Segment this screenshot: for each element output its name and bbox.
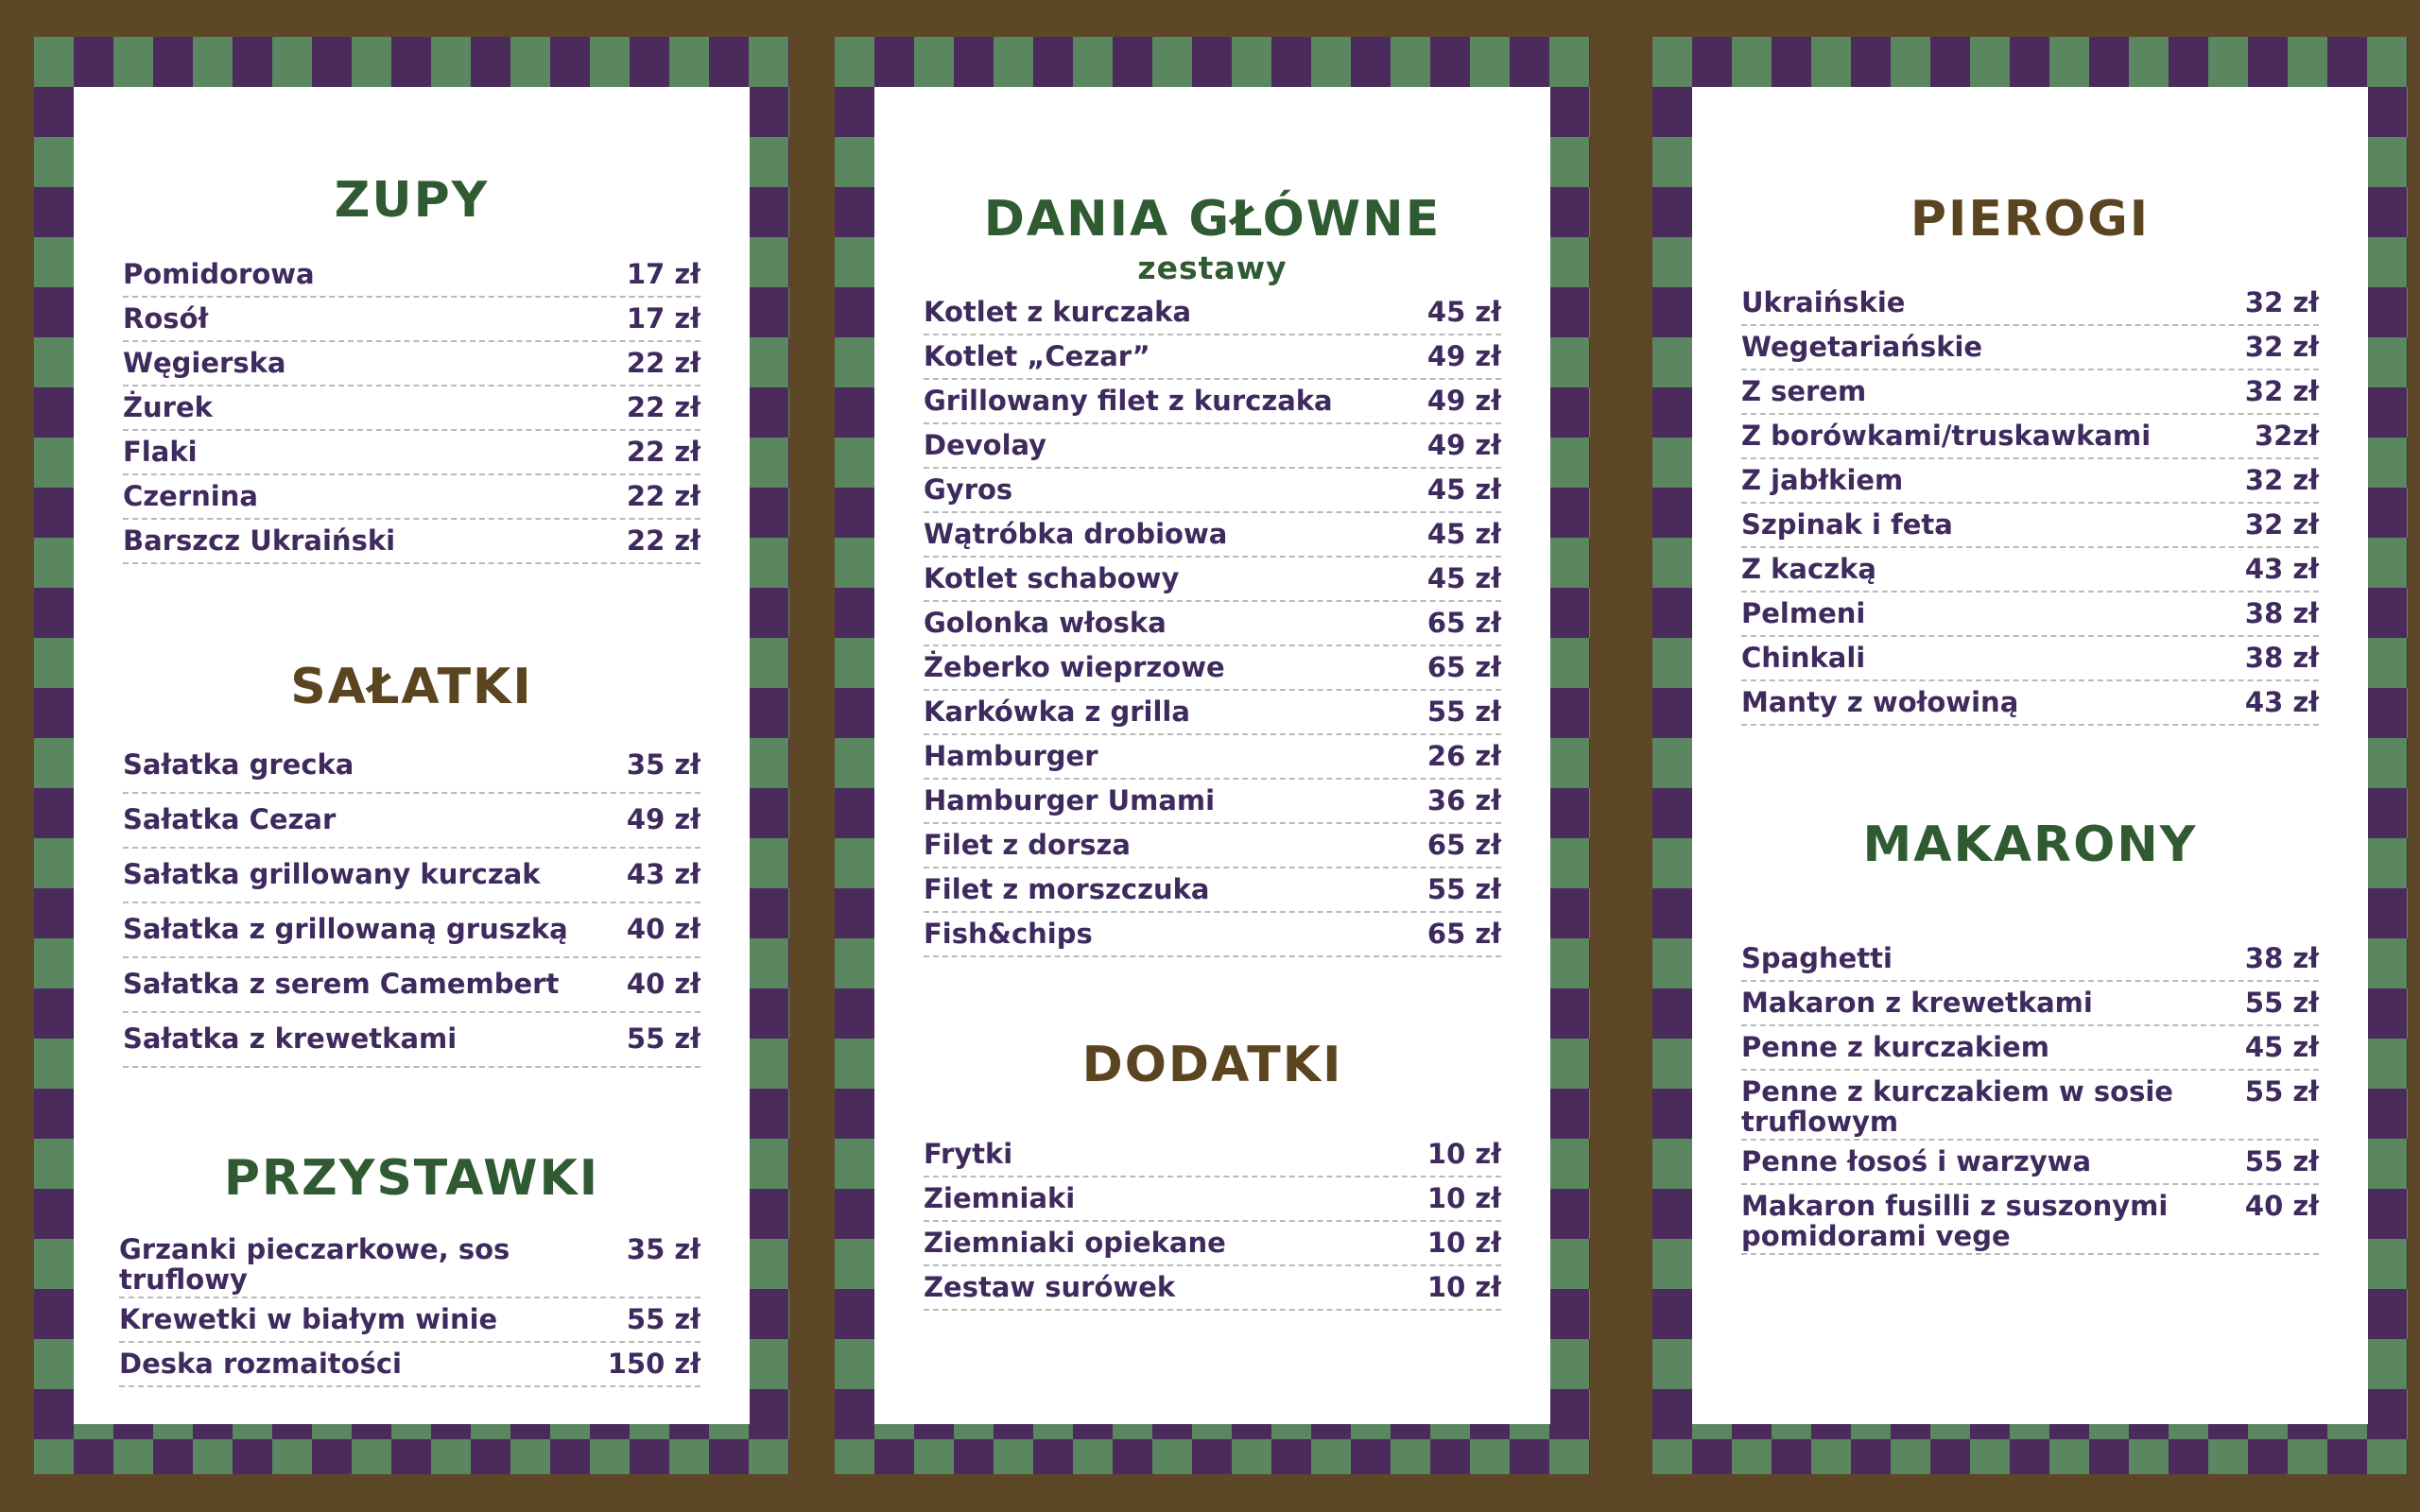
menu-item bbox=[123, 520, 700, 564]
menu-item bbox=[123, 342, 700, 387]
menu-item bbox=[924, 824, 1501, 868]
menu-item-price: 45 zł bbox=[2244, 1031, 2319, 1063]
menu-item-price: 150 zł bbox=[607, 1348, 700, 1380]
menu-item-price: 49 zł bbox=[1426, 385, 1501, 417]
menu-item-name: Sałatka z serem Camembert bbox=[123, 968, 560, 1000]
menu-item bbox=[123, 794, 700, 849]
menu-item bbox=[924, 735, 1501, 780]
menu-item-name: Ziemniaki opiekane bbox=[924, 1227, 1226, 1259]
menu-item-name: Penne z kurczakiem w sosie truflowym bbox=[1741, 1075, 2173, 1138]
menu-item bbox=[123, 903, 700, 958]
menu-item-name: Kotlet z kurczaka bbox=[924, 296, 1192, 328]
menu-item bbox=[924, 1177, 1501, 1222]
section-subtitle-zestawy: zestawy bbox=[1137, 249, 1288, 286]
menu-item bbox=[1741, 370, 2319, 415]
menu-item-price: 32 zł bbox=[2244, 508, 2319, 541]
menu-item-price: 10 zł bbox=[1426, 1182, 1501, 1214]
menu-item-price: 32 zł bbox=[2244, 464, 2319, 496]
menu-item bbox=[123, 298, 700, 342]
menu-item bbox=[123, 958, 700, 1013]
list-dania bbox=[924, 291, 1501, 957]
menu-item bbox=[1741, 937, 2319, 982]
menu-item-price: 55 zł bbox=[1426, 696, 1501, 728]
menu-item bbox=[924, 291, 1501, 335]
menu-item-name: Pomidorowa bbox=[123, 258, 315, 290]
menu-item-name: Sałatka z krewetkami bbox=[123, 1022, 458, 1055]
menu-item-price: 22 zł bbox=[626, 436, 700, 468]
menu-item bbox=[924, 335, 1501, 380]
menu-item bbox=[123, 431, 700, 475]
menu-item-name: Pelmeni bbox=[1741, 597, 1866, 629]
menu-item bbox=[924, 424, 1501, 469]
menu-item bbox=[1741, 459, 2319, 504]
menu-item-name: Z jabłkiem bbox=[1741, 464, 1904, 496]
menu-item bbox=[119, 1298, 700, 1343]
menu-item-name: Karkówka z grilla bbox=[924, 696, 1190, 728]
menu-item-price: 49 zł bbox=[626, 803, 700, 835]
menu-item-name: Hamburger Umami bbox=[924, 784, 1216, 816]
menu-item-name: Filet z morszczuka bbox=[924, 873, 1210, 905]
menu-item-name: Kotlet „Cezar” bbox=[924, 340, 1150, 372]
menu-item bbox=[924, 380, 1501, 424]
menu-item-name: Penne z kurczakiem bbox=[1741, 1031, 2049, 1063]
menu-item-name: Makaron fusilli z suszonymi pomidorami vege bbox=[1741, 1190, 2169, 1252]
menu-item bbox=[1741, 548, 2319, 593]
menu-item-name: Frytki bbox=[924, 1138, 1013, 1170]
menu-item-name: Czernina bbox=[123, 480, 258, 512]
menu-panel-left bbox=[34, 37, 789, 1474]
section-title-makarony: MAKARONY bbox=[1862, 816, 2198, 873]
menu-item-name: Flaki bbox=[123, 436, 198, 468]
menu-item-name: Ziemniaki bbox=[924, 1182, 1076, 1214]
menu-item-name: Sałatka Cezar bbox=[123, 803, 337, 835]
menu-item-name: Filet z dorsza bbox=[924, 829, 1131, 861]
menu-item-price: 35 zł bbox=[626, 748, 700, 781]
menu-item-name: Grzanki pieczarkowe, sos truflowy bbox=[119, 1233, 510, 1296]
menu-item-name: Deska rozmaitości bbox=[119, 1348, 402, 1380]
menu-item-name: Żurek bbox=[123, 391, 213, 423]
list-przystawki bbox=[119, 1228, 700, 1387]
menu-item bbox=[119, 1343, 700, 1387]
section-title-zupy: ZUPY bbox=[334, 172, 490, 229]
menu-panel-right bbox=[1652, 37, 2408, 1474]
menu-item-name: Kotlet schabowy bbox=[924, 562, 1180, 594]
menu-item-price: 38 zł bbox=[2244, 597, 2319, 629]
menu-item bbox=[1741, 593, 2319, 637]
menu-item bbox=[123, 1013, 700, 1068]
menu-item-price: 32 zł bbox=[2244, 375, 2319, 407]
list-dodatki bbox=[924, 1133, 1501, 1311]
menu-item-price: 38 zł bbox=[2244, 642, 2319, 674]
menu-item-price: 45 zł bbox=[1426, 296, 1501, 328]
menu-item-name: Chinkali bbox=[1741, 642, 1866, 674]
menu-item bbox=[924, 691, 1501, 735]
menu-item-price: 22 zł bbox=[626, 347, 700, 379]
menu-item-name: Szpinak i feta bbox=[1741, 508, 1953, 541]
menu-item-price: 43 zł bbox=[2244, 553, 2319, 585]
menu-item-price: 49 zł bbox=[1426, 429, 1501, 461]
menu-item-price: 45 zł bbox=[1426, 562, 1501, 594]
menu-item-name: Węgierska bbox=[123, 347, 286, 379]
menu-item-name: Z kaczką bbox=[1741, 553, 1876, 585]
menu-item-name: Zestaw surówek bbox=[924, 1271, 1176, 1303]
menu-item-price: 22 zł bbox=[626, 480, 700, 512]
list-salatki bbox=[123, 739, 700, 1068]
menu-item bbox=[924, 868, 1501, 913]
menu-item-name: Wątróbka drobiowa bbox=[924, 518, 1228, 550]
menu-item-price: 55 zł bbox=[2244, 1075, 2319, 1108]
menu-item-price: 65 zł bbox=[1426, 829, 1501, 861]
menu-item-name: Wegetariańskie bbox=[1741, 331, 1983, 363]
menu-item bbox=[924, 469, 1501, 513]
menu-item-price: 55 zł bbox=[1426, 873, 1501, 905]
menu-item-name: Żeberko wieprzowe bbox=[924, 651, 1225, 683]
menu-item bbox=[1741, 637, 2319, 681]
section-title-dodatki: DODATKI bbox=[1081, 1037, 1343, 1093]
menu-item bbox=[924, 646, 1501, 691]
menu-item-price: 32 zł bbox=[2244, 286, 2319, 318]
menu-item-price: 36 zł bbox=[1426, 784, 1501, 816]
menu-item bbox=[1741, 681, 2319, 726]
section-title-przystawki: PRZYSTAWKI bbox=[223, 1150, 600, 1207]
menu-item-name: Grillowany filet z kurczaka bbox=[924, 385, 1333, 417]
section-title-pierogi: PIEROGI bbox=[1910, 191, 2151, 248]
menu-item bbox=[924, 780, 1501, 824]
menu-item-price: 32 zł bbox=[2244, 331, 2319, 363]
menu-item-price: 17 zł bbox=[626, 302, 700, 335]
panel-content bbox=[74, 87, 750, 1424]
menu-item-price: 26 zł bbox=[1426, 740, 1501, 772]
menu-item-price: 55 zł bbox=[2244, 987, 2319, 1019]
menu-item bbox=[924, 1266, 1501, 1311]
menu-item bbox=[924, 1222, 1501, 1266]
menu-item-price: 55 zł bbox=[626, 1303, 700, 1335]
menu-item-price: 10 zł bbox=[1426, 1227, 1501, 1259]
menu-item bbox=[1741, 1141, 2319, 1185]
menu-item bbox=[1741, 1071, 2319, 1141]
menu-item-name: Barszcz Ukraiński bbox=[123, 524, 396, 557]
menu-item bbox=[1741, 415, 2319, 459]
menu-item bbox=[924, 513, 1501, 558]
menu-item-name: Gyros bbox=[924, 473, 1013, 506]
section-title-salatki: SAŁATKI bbox=[290, 659, 533, 715]
menu-item bbox=[1741, 326, 2319, 370]
menu-item-price: 65 zł bbox=[1426, 918, 1501, 950]
menu-item-name: Sałatka grecka bbox=[123, 748, 354, 781]
menu-item-price: 22 zł bbox=[626, 524, 700, 557]
list-makarony bbox=[1741, 937, 2319, 1255]
menu-item-name: Z borówkami/truskawkami bbox=[1741, 420, 2152, 452]
menu-item-name: Ukraińskie bbox=[1741, 286, 1906, 318]
menu-item bbox=[123, 849, 700, 903]
menu-item-name: Makaron z krewetkami bbox=[1741, 987, 2093, 1019]
menu-item bbox=[924, 1133, 1501, 1177]
menu-item-name: Z serem bbox=[1741, 375, 1867, 407]
menu-item-name: Spaghetti bbox=[1741, 942, 1893, 974]
menu-item-price: 55 zł bbox=[626, 1022, 700, 1055]
menu-item-name: Fish&chips bbox=[924, 918, 1093, 950]
list-zupy bbox=[123, 253, 700, 564]
menu-item bbox=[1741, 1026, 2319, 1071]
menu-item-price: 17 zł bbox=[626, 258, 700, 290]
menu-item bbox=[123, 387, 700, 431]
menu-item-name: Devolay bbox=[924, 429, 1047, 461]
menu-item-name: Rosół bbox=[123, 302, 209, 335]
menu-item bbox=[123, 475, 700, 520]
menu-item bbox=[924, 558, 1501, 602]
menu-item-price: 55 zł bbox=[2244, 1145, 2319, 1177]
menu-item-price: 49 zł bbox=[1426, 340, 1501, 372]
menu-item-price: 22 zł bbox=[626, 391, 700, 423]
menu-item-price: 45 zł bbox=[1426, 518, 1501, 550]
section-title-dania: DANIA GŁÓWNE bbox=[983, 191, 1442, 248]
menu-item-price: 65 zł bbox=[1426, 607, 1501, 639]
menu-item bbox=[119, 1228, 700, 1298]
panel-content bbox=[874, 87, 1550, 1424]
menu-item-price: 45 zł bbox=[1426, 473, 1501, 506]
menu-item-price: 40 zł bbox=[626, 913, 700, 945]
panel-content bbox=[1692, 87, 2368, 1424]
menu-item-name: Manty z wołowiną bbox=[1741, 686, 2019, 718]
menu-item-name: Sałatka grillowany kurczak bbox=[123, 858, 541, 890]
menu-item bbox=[123, 253, 700, 298]
menu-item bbox=[1741, 982, 2319, 1026]
menu-item-name: Penne łosoś i warzywa bbox=[1741, 1145, 2092, 1177]
menu-item bbox=[1741, 282, 2319, 326]
menu-item-price: 10 zł bbox=[1426, 1138, 1501, 1170]
menu-item-name: Hamburger bbox=[924, 740, 1098, 772]
menu-item-name: Krewetki w białym winie bbox=[119, 1303, 498, 1335]
menu-item-name: Golonka włoska bbox=[924, 607, 1167, 639]
menu-item-price: 65 zł bbox=[1426, 651, 1501, 683]
menu-item bbox=[1741, 504, 2319, 548]
menu-item-price: 32zł bbox=[2255, 420, 2319, 452]
menu-item-price: 10 zł bbox=[1426, 1271, 1501, 1303]
menu-item-price: 43 zł bbox=[626, 858, 700, 890]
list-pierogi bbox=[1741, 282, 2319, 726]
menu-item-price: 43 zł bbox=[2244, 686, 2319, 718]
menu-item bbox=[924, 913, 1501, 957]
menu-item-name: Sałatka z grillowaną gruszką bbox=[123, 913, 568, 945]
menu-item-price: 40 zł bbox=[2244, 1190, 2319, 1222]
menu-item bbox=[123, 739, 700, 794]
menu-item-price: 38 zł bbox=[2244, 942, 2319, 974]
menu-panel-center bbox=[835, 37, 1590, 1474]
menu-item-price: 35 zł bbox=[626, 1233, 700, 1265]
menu-item-price: 40 zł bbox=[626, 968, 700, 1000]
menu-item bbox=[1741, 1185, 2319, 1255]
menu-item bbox=[924, 602, 1501, 646]
